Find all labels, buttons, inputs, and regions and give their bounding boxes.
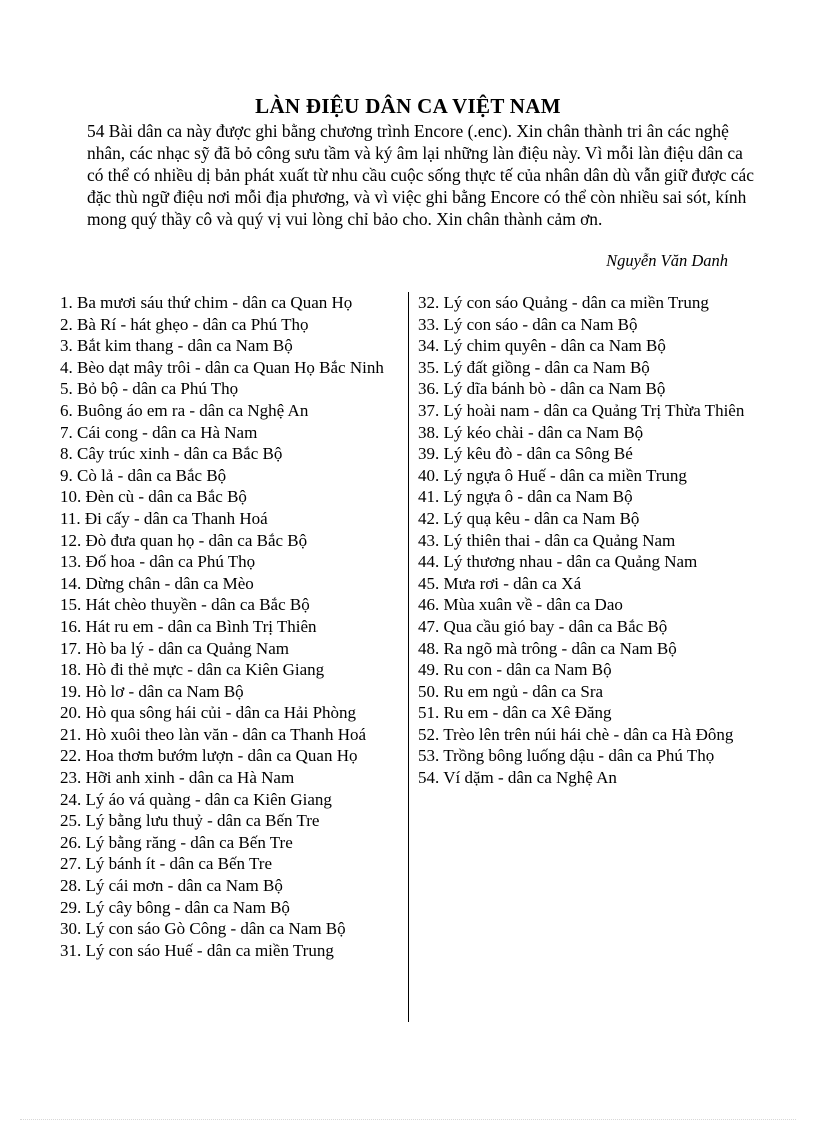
author-signature: Nguyễn Văn Danh: [606, 251, 728, 270]
page-bottom-rule: [20, 1119, 796, 1120]
list-item: 5. Bỏ bộ - dân ca Phú Thọ: [60, 379, 239, 399]
list-item: 53. Trồng bông luống dậu - dân ca Phú Thọ: [418, 746, 715, 766]
song-list-left: [60, 292, 400, 961]
list-item: 39. Lý kêu đò - dân ca Sông Bé: [418, 444, 633, 464]
list-item: 42. Lý quạ kêu - dân ca Nam Bộ: [418, 508, 640, 528]
list-item: 46. Mùa xuân về - dân ca Dao: [418, 595, 623, 615]
list-item: 8. Cây trúc xinh - dân ca Bắc Bộ: [60, 444, 283, 464]
list-item: 2. Bà Rí - hát ghẹo - dân ca Phú Thọ: [60, 314, 309, 334]
list-item: 22. Hoa thơm bướm lượn - dân ca Quan Họ: [60, 746, 358, 766]
list-item: 4. Bèo dạt mây trôi - dân ca Quan Họ Bắc Ninh: [60, 357, 384, 377]
list-item: 16. Hát ru em - dân ca Bình Trị Thiên: [60, 616, 317, 636]
list-item: 49. Ru con - dân ca Nam Bộ: [418, 660, 612, 680]
list-item: 3. Bắt kim thang - dân ca Nam Bộ: [60, 336, 293, 356]
list-item: 9. Cò lả - dân ca Bắc Bộ: [60, 465, 227, 485]
list-item: 52. Trèo lên trên núi hái chè - dân ca Hà Đông: [418, 724, 734, 744]
list-item: 20. Hò qua sông hái củi - dân ca Hải Phòng: [60, 703, 357, 723]
list-item: 27. Lý bánh ít - dân ca Bến Tre: [60, 854, 272, 874]
list-item: 54. Ví dặm - dân ca Nghệ An: [418, 768, 617, 788]
list-item: 50. Ru em ngủ - dân ca Sra: [418, 681, 604, 701]
list-item: 36. Lý dĩa bánh bò - dân ca Nam Bộ: [418, 379, 666, 399]
list-item: 25. Lý bằng lưu thuỷ - dân ca Bến Tre: [60, 811, 320, 831]
list-item: 32. Lý con sáo Quảng - dân ca miền Trung: [418, 293, 709, 312]
list-item: 21. Hò xuôi theo làn văn - dân ca Thanh Hoá: [60, 724, 367, 744]
list-item: 51. Ru em - dân ca Xê Đăng: [418, 703, 612, 723]
list-item: 37. Lý hoài nam - dân ca Quảng Trị Thừa Thiên: [418, 400, 745, 420]
list-item: 24. Lý áo vá quàng - dân ca Kiên Giang: [60, 789, 332, 809]
list-item: 35. Lý đất giồng - dân ca Nam Bộ: [418, 357, 650, 377]
column-divider: [408, 292, 409, 1022]
list-item: 23. Hỡi anh xinh - dân ca Hà Nam: [60, 768, 295, 788]
list-item: 6. Buông áo em ra - dân ca Nghệ An: [60, 400, 309, 420]
intro-paragraph: 54 Bài dân ca này được ghi bằng chương trình Encore (.enc). Xin chân thành tri ân các nghệ nhân, các nhạc sỹ đã bỏ công sưu tầm và ký âm lại những làn điệu này. Vì mỗi làn điệu dân ca có thể có nhiều dị bản phát xuất từ nhu cầu cuộc sống thực tế của nhân dân dù vẫn giữ được các đặc thù ngữ điệu nơi mỗi địa phương, và vì việc ghi bằng Encore có thể còn nhiều sai sót, kính mong quý thầy cô và quý vị vui lòng chỉ bảo cho. Xin chân thành cảm ơn.: [87, 121, 754, 229]
list-item: 34. Lý chim quyên - dân ca Nam Bộ: [418, 336, 666, 356]
list-item: 30. Lý con sáo Gò Công - dân ca Nam Bộ: [60, 919, 346, 939]
list-item: 28. Lý cái mơn - dân ca Nam Bộ: [60, 876, 283, 896]
list-item: 13. Đố hoa - dân ca Phú Thọ: [60, 552, 256, 572]
list-item: 7. Cái cong - dân ca Hà Nam: [60, 422, 258, 442]
list-item: 43. Lý thiên thai - dân ca Quảng Nam: [418, 530, 676, 550]
list-item: 17. Hò ba lý - dân ca Quảng Nam: [60, 638, 289, 658]
list-item: 19. Hò lơ - dân ca Nam Bộ: [60, 681, 244, 701]
list-item: 48. Ra ngõ mà trông - dân ca Nam Bộ: [418, 638, 677, 658]
list-item: 40. Lý ngựa ô Huế - dân ca miền Trung: [418, 465, 687, 485]
list-item: 38. Lý kéo chài - dân ca Nam Bộ: [418, 422, 644, 442]
list-item: 47. Qua cầu gió bay - dân ca Bắc Bộ: [418, 616, 668, 636]
list-item: 31. Lý con sáo Huế - dân ca miền Trung: [60, 940, 334, 960]
list-item: 11. Đi cấy - dân ca Thanh Hoá: [60, 508, 268, 528]
page-title: LÀN ĐIỆU DÂN CA VIỆT NAM: [255, 94, 561, 118]
list-item: 14. Dừng chân - dân ca Mèo: [60, 573, 254, 593]
song-list-right: [418, 292, 758, 789]
list-item: 44. Lý thương nhau - dân ca Quảng Nam: [418, 552, 698, 572]
list-item: 18. Hò đi thẻ mực - dân ca Kiên Giang: [60, 660, 325, 680]
list-item: 26. Lý bằng răng - dân ca Bến Tre: [60, 832, 293, 852]
list-item: 45. Mưa rơi - dân ca Xá: [418, 573, 582, 593]
list-item: 29. Lý cây bông - dân ca Nam Bộ: [60, 897, 290, 917]
list-item: 33. Lý con sáo - dân ca Nam Bộ: [418, 314, 638, 334]
list-item: 10. Đèn cù - dân ca Bắc Bộ: [60, 487, 247, 507]
list-item: 41. Lý ngựa ô - dân ca Nam Bộ: [418, 487, 633, 507]
list-item: 1. Ba mươi sáu thứ chim - dân ca Quan Họ: [60, 293, 353, 312]
list-item: 12. Đò đưa quan họ - dân ca Bắc Bộ: [60, 530, 308, 550]
list-item: 15. Hát chèo thuyền - dân ca Bắc Bộ: [60, 595, 310, 615]
